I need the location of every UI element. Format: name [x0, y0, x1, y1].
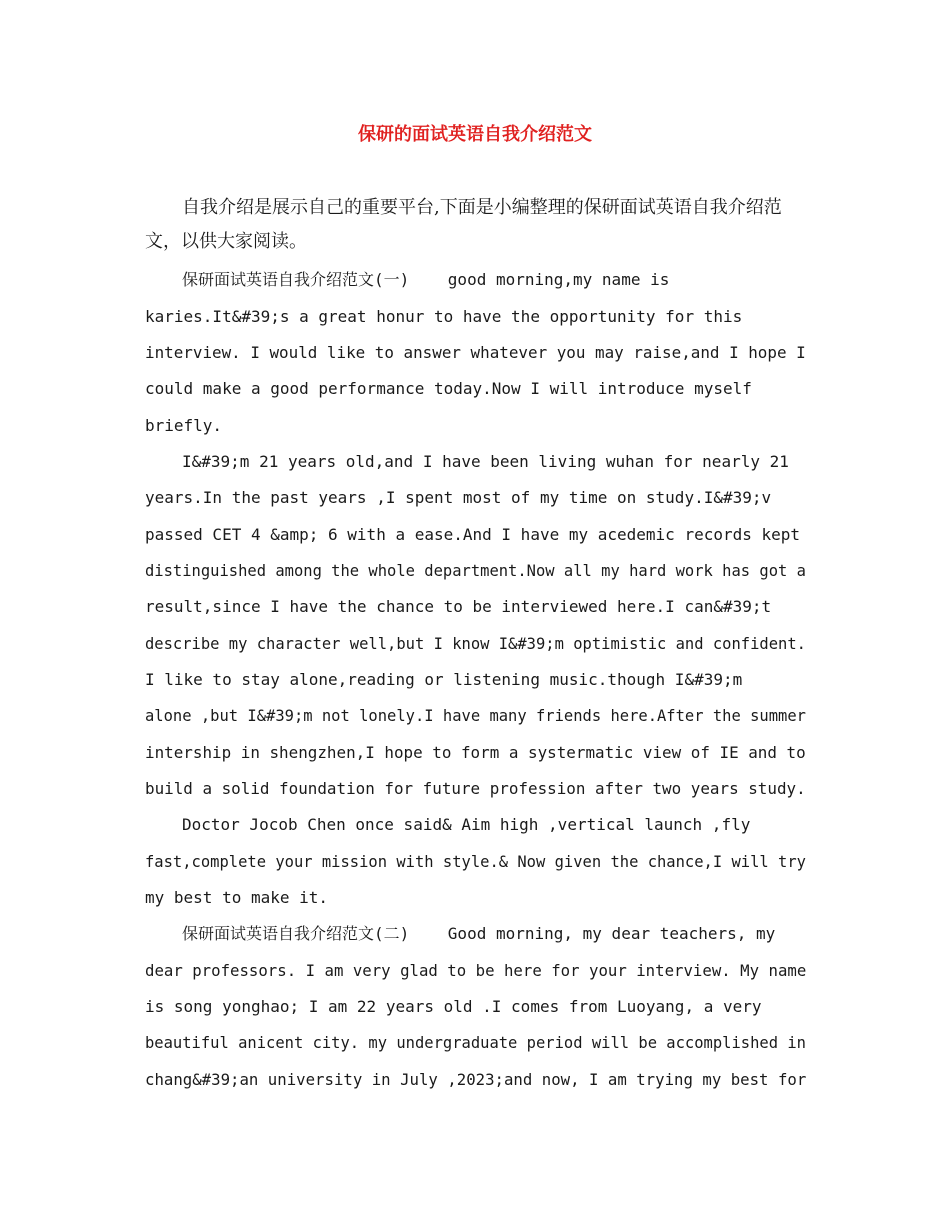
paragraph-line: build a solid foundation for future profession after two years study. — [145, 779, 806, 798]
paragraph-line: briefly. — [145, 416, 223, 435]
paragraph-line: years.In the past years ,I spent most of my time on study.I&#39;v — [145, 488, 772, 507]
paragraph-line: distinguished among the whole department.Now all my hard work has got a — [145, 561, 806, 580]
document-title: 保研的面试英语自我介绍范文 — [358, 124, 592, 145]
paragraph-line: is song yonghao; I am 22 years old .I comes from Luoyang, a very — [145, 997, 762, 1016]
paragraph-line: 自我介绍是展示自己的重要平台,下面是小编整理的保研面试英语自我介绍范 — [182, 197, 782, 218]
paragraph-line: intership in shengzhen,I hope to form a systermatic view of IE and to — [145, 743, 806, 762]
paragraph-line: karies.It&#39;s a great honur to have the opportunity for this — [145, 307, 743, 326]
paragraph-line: fast,complete your mission with style.& Now given the chance,I will try — [145, 852, 806, 871]
paragraph-line: beautiful anicent city. my undergraduate period will be accomplished in — [145, 1033, 806, 1052]
paragraph-line: describe my character well,but I know I&#39;m optimistic and confident. — [145, 634, 806, 653]
paragraph-line: Doctor Jocob Chen once said& Aim high ,vertical launch ,fly — [182, 815, 751, 834]
paragraph-line: interview. I would like to answer whatever you may raise,and I hope I — [145, 343, 806, 362]
paragraph-line: chang&#39;an university in July ,2023;and now, I am trying my best for — [145, 1070, 807, 1089]
paragraph-line: my best to make it. — [145, 888, 329, 907]
paragraph-line: I&#39;m 21 years old,and I have been living wuhan for nearly 21 — [182, 452, 789, 471]
paragraph-line: passed CET 4 &amp; 6 with a ease.And I have my acedemic records kept — [145, 525, 801, 544]
paragraph-line: alone ,but I&#39;m not lonely.I have many friends here.After the summer — [145, 706, 806, 725]
paragraph-line: I like to stay alone,reading or listening music.though I&#39;m — [145, 670, 743, 689]
paragraph-line: 文，以供大家阅读。 — [145, 231, 307, 252]
paragraph-line: could make a good performance today.Now I will introduce myself — [145, 379, 752, 398]
paragraph-line: result,since I have the chance to be interviewed here.I can&#39;t — [145, 597, 772, 616]
paragraph-line: 保研面试英语自我介绍范文(一) good morning,my name is — [182, 270, 670, 289]
paragraph-line: 保研面试英语自我介绍范文(二) Good morning, my dear teachers, my — [182, 924, 776, 943]
paragraph-line: dear professors. I am very glad to be here for your interview. My name — [145, 961, 807, 980]
